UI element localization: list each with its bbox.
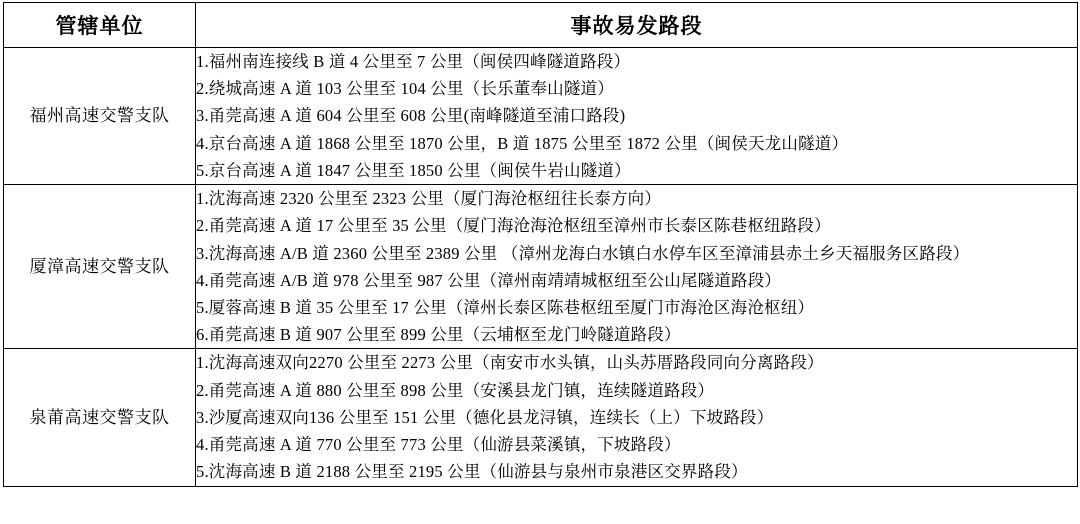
- road-item: 1.沈海高速 2320 公里至 2323 公里（厦门海沧枢纽往长泰方向）: [196, 189, 662, 209]
- document-page: [0, 2, 1080, 524]
- road-item: 5.京台高速 A 道 1847 公里至 1850 公里（闽侯牛岩山隧道）: [196, 160, 631, 180]
- road-item: 2.甬莞高速 A 道 880 公里至 898 公里（安溪县龙门镇，连续隧道路段）: [196, 380, 715, 400]
- unit-name-cell: 福州高速交警支队: [4, 48, 196, 185]
- roads-list-cell: [196, 185, 1078, 349]
- road-item: 5.厦蓉高速 B 道 35 公里至 17 公里（漳州长泰区陈巷枢纽至厦门市海沧区海沧枢纽）: [196, 297, 815, 317]
- table-header-row: [4, 3, 1078, 48]
- road-item: 2.甬莞高速 A 道 17 公里至 35 公里（厦门海沧海沧枢纽至漳州市长泰区陈巷枢纽路段）: [196, 216, 831, 236]
- roads-list-cell: [196, 48, 1078, 185]
- table-row: [4, 48, 1078, 185]
- unit-name-cell: 泉莆高速交警支队: [4, 349, 196, 486]
- road-item: 4.甬莞高速 A 道 770 公里至 773 公里（仙游县菜溪镇，下坡路段）: [196, 435, 681, 455]
- road-item: 3.甬莞高速 A 道 604 公里至 608 公里(南峰隧道至浦口路段): [196, 106, 626, 126]
- road-item: 4.京台高速 A 道 1868 公里至 1870 公里，B 道 1875 公里至 1872 公里（闽侯天龙山隧道）: [196, 133, 849, 153]
- column-header-unit: 管辖单位: [4, 3, 196, 48]
- road-item: 2.绕城高速 A 道 103 公里至 104 公里（长乐董奉山隧道）: [196, 79, 614, 99]
- roads-list-cell: [196, 349, 1078, 486]
- road-item: 5.沈海高速 B 道 2188 公里至 2195 公里（仙游县与泉州市泉港区交界路段）: [196, 462, 748, 482]
- road-item: 4.甬莞高速 A/B 道 978 公里至 987 公里（漳州南靖靖城枢纽至公山尾隧道路段）: [196, 270, 782, 290]
- road-item: 3.沈海高速 A/B 道 2360 公里至 2389 公里 （漳州龙海白水镇白水停车区至漳浦县赤土乡天福服务区路段）: [196, 243, 970, 263]
- road-item: 1.福州南连接线 B 道 4 公里至 7 公里（闽侯四峰隧道路段）: [196, 52, 631, 71]
- table-body: [4, 48, 1078, 487]
- table-row: [4, 185, 1078, 349]
- accident-prone-roads-table: [3, 2, 1078, 487]
- column-header-roads: 事故易发路段: [196, 3, 1078, 48]
- road-item: 6.甬莞高速 B 道 907 公里至 899 公里（云埔枢至龙门岭隧道路段）: [196, 325, 681, 345]
- road-item: 3.沙厦高速双向136 公里至 151 公里（德化县龙浔镇，连续长（上）下坡路段）: [196, 407, 774, 427]
- table-row: [4, 349, 1078, 486]
- unit-name-cell: 厦漳高速交警支队: [4, 185, 196, 349]
- road-item: 1.沈海高速双向2270 公里至 2273 公里（南安市水头镇，山头苏厝路段同向分离路段）: [196, 353, 824, 373]
